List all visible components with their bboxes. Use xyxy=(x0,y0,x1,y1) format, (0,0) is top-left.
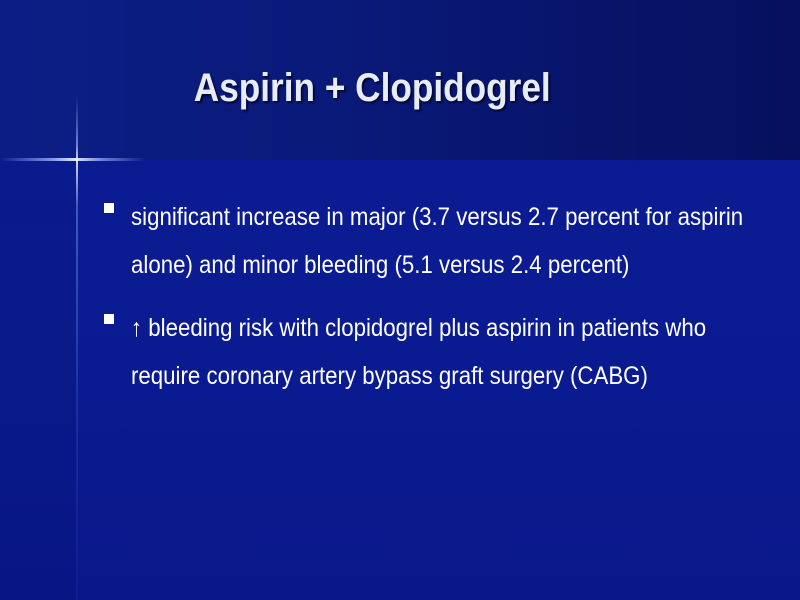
slide-title: Aspirin + Clopidogrel xyxy=(193,66,551,110)
bullet-text: ↑ bleeding risk with clopidogrel plus aspirin in patients who require coronary artery bypass graft surgery (CABG) xyxy=(131,314,707,390)
bullet-item xyxy=(100,193,800,289)
square-bullet-icon xyxy=(104,314,114,324)
bullet-item xyxy=(100,304,800,400)
bullet-list xyxy=(100,193,800,415)
left-decor-strip xyxy=(0,160,78,600)
vertical-light-line xyxy=(76,95,78,600)
square-bullet-icon xyxy=(104,203,114,213)
horizontal-light-line xyxy=(0,158,145,161)
bullet-text: significant increase in major (3.7 versus 2.7 percent for aspirin alone) and minor bleeding (5.1 versus 2.4 percent) xyxy=(131,203,744,279)
